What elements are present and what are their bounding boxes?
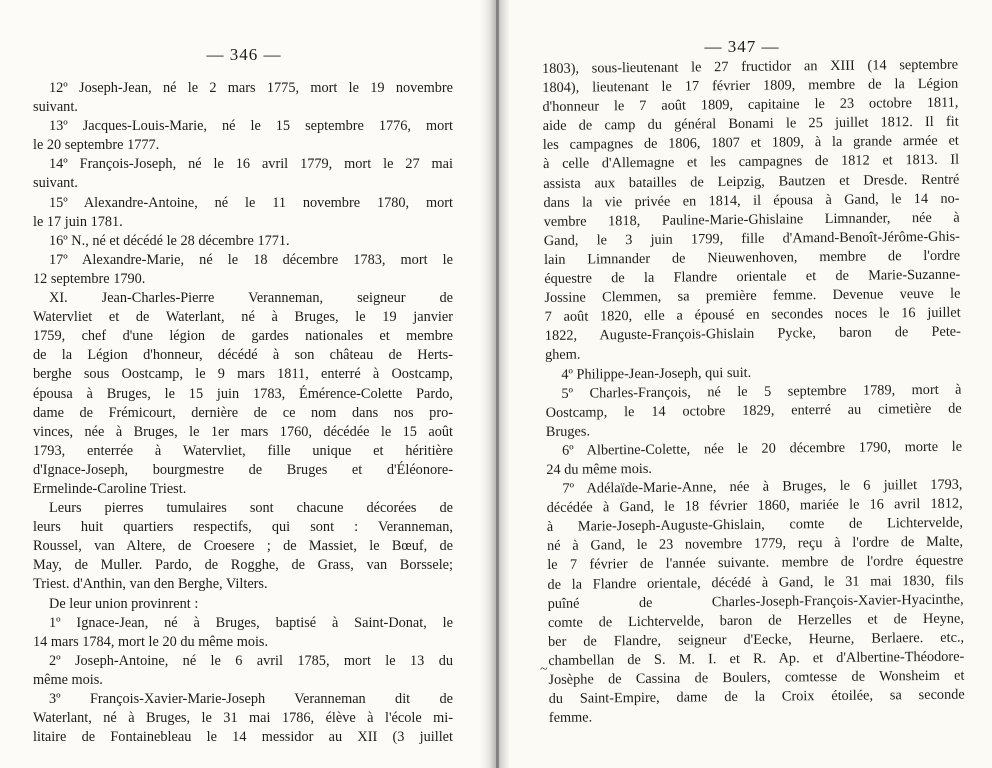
text-line: épousa à Bruges, le 15 juin 1783, Émérence-Colette Pardo, [33, 385, 453, 402]
text-line: Triest. d'Anthin, van den Berghe, Vilters. [33, 576, 268, 593]
right-page-text [542, 56, 965, 729]
text-line: les campagnes de 1806, 1807 et 1809, à la grande armée et [542, 133, 959, 154]
text-line: 7º Adélaïde-Marie-Anne, née à Bruges, le 6 juillet 1793, [562, 476, 963, 497]
text-line: 14º François-Joseph, né le 16 avril 1779, mort le 27 mai [49, 156, 453, 173]
text-line: XI. Jean-Charles-Pierre Veranneman, seigneur de [49, 290, 453, 307]
text-line: d'honneur le 7 août 1809, capitaine le 23 octobre 1811, [542, 94, 959, 116]
text-line: décédée à Gand, le 18 février 1860, mariée le 16 avril 1812, [546, 495, 963, 517]
text-line: 1793, enterrée à Watervliet, fille unique et héritière [33, 442, 453, 459]
book-gutter [480, 0, 510, 768]
gutter-shadow-line [496, 0, 499, 768]
text-line: Roussel, van Altere, de Croesere ; de Massiet, le Bœuf, de [33, 538, 453, 555]
text-line: 14 mars 1784, mort le 20 du même mois. [33, 633, 269, 650]
text-line: de la Légion d'honneur, décédé à son château de Herts- [33, 347, 453, 364]
text-line: chambellan de S. M. I. et R. Ap. et d'Albertine-Théodore- [548, 648, 965, 669]
text-line: Waterlant, né à Bruges, le 31 mai 1786, élève à l'école mi- [33, 710, 453, 727]
text-line: à celle d'Allemagne et les campagnes de 1812 et 1813. Il [543, 152, 960, 173]
text-line: 16º N., né et décédé le 28 décembre 1771. [49, 232, 290, 249]
text-line: comte de Lichtervelde, baron de Herzelles et de Heyne, [547, 610, 964, 631]
text-line: 1804), lieutenant le 17 février 1809, membre de la Légion [542, 75, 959, 97]
text-line: même mois. [33, 671, 103, 688]
text-line: vinces, née à Bruges, le 1er mars 1760, décédée le 15 août [33, 423, 453, 440]
text-line: 7 août 1820, elle a épousé en secondes noces le 16 juillet [544, 304, 961, 326]
text-line: assista aux batailles de Leipzig, Bautzen et Dresde. Rentré [543, 171, 960, 192]
text-line: suivant. [33, 175, 78, 192]
text-line: ber de Flandre, seigneur d'Eecke, Heurne, Berlaere. etc., [548, 629, 965, 650]
text-line: Ermelinde-Caroline Triest. [33, 480, 187, 497]
text-line: berghe sous Oostcamp, le 9 mars 1811, enterré à Oostcamp, [33, 366, 453, 383]
text-line: Bruges. [545, 423, 591, 440]
text-line: 17º Alexandre-Marie, né le 18 décembre 1783, mort le [49, 251, 453, 268]
text-line: 1822, Auguste-François-Ghislain Pycke, baron de Pete- [544, 323, 961, 345]
text-line: 1803), sous-lieutenant le 27 fructidor an XIII (14 septembre [542, 56, 959, 77]
text-line: le 7 février de l'année suivante. membre de l'ordre équestre [547, 553, 964, 574]
text-line: puîné de Charles-Joseph-François-Xavier-Hyacinthe, [547, 591, 964, 612]
text-line: 1759, chef d'une légion de gardes nationales et membre [33, 328, 453, 345]
text-line: équestre de la Flandre orientale et de Marie-Suzanne- [544, 266, 961, 288]
left-page-text [33, 79, 453, 747]
text-line: lain Limnander de Nieuwenhoven, membre de l'ordre [544, 247, 961, 268]
left-page [0, 0, 488, 768]
text-line: né à Gand, le 23 novembre 1779, reçu à l'ordre de Malte, [547, 533, 964, 555]
text-line: May, de Muller. Pardo, de Rogghe, de Grass, van Borsselе; [33, 557, 453, 574]
text-line: d'Ignace-Joseph, bourgmestre de Bruges et d'Éléonore- [33, 461, 453, 478]
text-line: le 17 juin 1781. [33, 213, 123, 230]
text-line: à Marie-Joseph-Auguste-Ghislain, comte de Lichtervelde, [546, 514, 963, 536]
text-line: 1º Ignace-Jean, né à Bruges, baptisé à Saint-Donat, le [49, 614, 453, 631]
page-number-347: — 347 — [704, 37, 780, 56]
text-line: de la Flandre orientale, décédé à Gand, le 31 mai 1830, fils [547, 572, 964, 593]
text-line: vembre 1818, Pauline-Marie-Ghislaine Limnander, née à [543, 209, 960, 230]
text-line: Leurs pierres tumulaires sont chacune décorées de [49, 500, 453, 517]
text-line: 12º Joseph-Jean, né le 2 mars 1775, mort le 19 novembre [49, 80, 453, 96]
text-line: ghem. [545, 347, 581, 364]
text-line: 5º Charles-François, né le 5 septembre 1789, mort à [561, 381, 962, 402]
text-line: 24 du même mois. [546, 460, 653, 478]
text-line: femme. [548, 709, 593, 727]
text-line: suivant. [33, 99, 78, 116]
text-line: 13º Jacques-Louis-Marie, né le 15 septembre 1776, mort [49, 118, 453, 135]
text-line: Josèphe de Cassina de Boulers, comtesse de Wonsheim et [548, 667, 965, 688]
text-line: De leur union provinrent : [49, 595, 199, 612]
text-line: 12 septembre 1790. [33, 270, 146, 287]
text-line: litaire de Fontainebleau le 14 messidor au XII (3 juillet [33, 729, 453, 746]
text-line: dame de Frémicourt, dernière de ce nom dans nos pro- [33, 404, 453, 421]
text-line: Gand, le 3 juin 1799, fille d'Amand-Benoît-Jérôme-Ghis- [543, 228, 960, 249]
text-line: le 20 septembre 1777. [33, 137, 160, 154]
page-number-346: — 346 — [206, 45, 282, 64]
margin-mark: ~ [540, 662, 548, 677]
text-line: 6º Albertine-Colette, née le 20 décembre 1790, morte le [562, 438, 963, 459]
text-line: Oostcamp, le 14 octobre 1829, enterré au cimetière de [545, 400, 962, 421]
text-line: Jossine Clemmen, sa première femme. Devenue veuve le [544, 285, 961, 307]
text-line: 15º Alexandre-Antoine, né le 11 novembre 1780, mort [49, 194, 453, 211]
text-line: leurs huit quartiers respectifs, qui sont : Veranneman, [33, 519, 453, 536]
right-page [492, 0, 992, 768]
text-line: aide de camp du général Bonami le 25 juillet 1812. Il fit [542, 113, 959, 135]
text-line: dans la vie privée en 1814, il épousa à Gand, le 14 no- [543, 190, 960, 211]
text-line: 3º François-Xavier-Marie-Joseph Veranneman dit de [49, 691, 453, 707]
text-line: 2º Joseph-Antoine, né le 6 avril 1785, mort le 13 du [49, 652, 453, 669]
text-line: 4º Philippe-Jean-Joseph, qui suit. [561, 364, 752, 383]
text-line: du Saint-Empire, dame de la Croix étoilée, sa seconde [548, 686, 965, 708]
text-line: Watervliet et de Waterlant, né à Bruges, le 19 janvier [33, 309, 453, 326]
